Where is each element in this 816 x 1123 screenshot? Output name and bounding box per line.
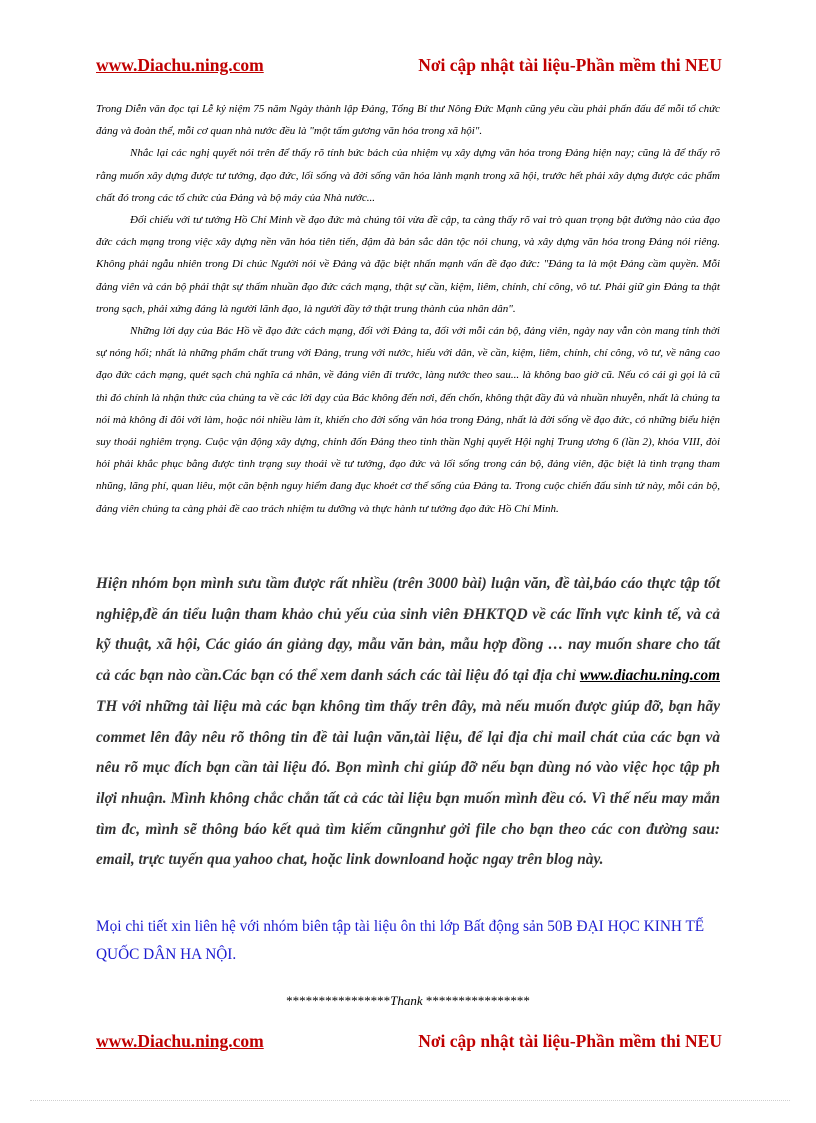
promo-paragraph <box>96 569 720 876</box>
header-tagline: Nơi cập nhật tài liệu-Phần mềm thi NEU <box>418 55 722 75</box>
thanks-line <box>0 993 816 1009</box>
header-site-link[interactable]: www.Diachu.ning.com <box>96 55 264 75</box>
footer-tagline: Nơi cập nhật tài liệu-Phần mềm thi NEU <box>418 1031 722 1051</box>
footer-site-link[interactable]: www.Diachu.ning.com <box>96 1031 264 1051</box>
paragraph-3: Đối chiếu với tư tưởng Hồ Chí Minh về đạo đức mà chúng tôi vừa đề cập, ta càng thấy rõ vai trò quan trọng bật đường nào của đạo đức cách mạng trong việc xây dựng nền văn hóa tiên tiến, đậm đà bản sắc dân tộc nói chung, và xây dựng văn hóa trong Đảng nói riêng. Không phải ngẫu nhiên trong Di chúc Người nói về Đảng và đặc biệt nhấn mạnh vấn đề đạo đức: "Đảng ta là một Đảng cầm quyền. Mỗi đảng viên và cán bộ phải thật sự thấm nhuần đạo đức cách mạng, thật sự cần, kiệm, liêm, chính, chí công, vô tư. Phải giữ gìn Đảng ta thật trong sạch, phải xứng đáng là người lãnh đạo, là người đầy tớ thật trung thành của nhân dân". <box>96 214 720 315</box>
paragraph-4: Những lời dạy của Bác Hồ về đạo đức cách mạng, đối với Đảng ta, đối với mỗi cán bộ, đảng viên, ngày nay vẫn còn mang tính thời sự nóng hổi; nhất là những phẩm chất trung với Đảng, trung với nước, hiếu với dân, về cần, kiệm, liêm, chính, chí công, vô tư, về nâng cao đạo đức cách mạng, quét sạch chủ nghĩa cá nhân, về đảng viên đi trước, làng nước theo sau... là không bao giờ cũ. Nếu có cái gì gọi là cũ thì đó chính là nhận thức của chúng ta về các lời dạy của Bác không đến nơi, đến chốn, không thật đầy đủ và nhuần nhuyễn, nhất là chúng ta nói mà không đi đôi với làm, hoặc nói nhiều làm ít, khiến cho đời sống văn hóa trong Đảng, nhất là đời sống về đạo đức, có những biểu hiện suy thoái nghiêm trọng. Cuộc vận động xây dựng, chỉnh đốn Đảng theo tinh thần Nghị quyết Hội nghị Trung ương 6 (lần 2), khóa VIII, đòi hỏi phải khắc phục bằng được tình trạng suy thoái về tư tưởng, đạo đức và lối sống trong cán bộ, đảng viên, đặc biệt là tình trạng tham nhũng, lãng phí, quan liêu, một căn bệnh nguy hiểm đang đục khoét cơ thể sống của Đảng ta. Trong cuộc chiến đấu sinh tử này, mỗi cán bộ, đảng viên chúng ta càng phải đề cao trách nhiệm tu dưỡng và thực hành tư tưởng đạo đức Hồ Chí Minh. <box>96 325 720 515</box>
article-body <box>96 98 720 520</box>
bottom-divider <box>30 1100 790 1101</box>
thanks-word: Thank <box>390 993 423 1008</box>
paragraph-2: Nhắc lại các nghị quyết nói trên để thấy rõ tính bức bách của nhiệm vụ xây dựng văn hóa trong Đảng hiện nay; cũng là để thấy rõ rằng muốn xây dựng được tư tưởng, đạo đức, lối sống và đời sống văn hóa lành mạnh trong xã hội, trước hết phải xây dựng được các phẩm chất đó trong các tổ chức của Đảng và bộ máy của Nhà nước... <box>96 147 720 204</box>
thanks-stars-right: **************** <box>422 993 530 1008</box>
promo-text-2: TH với những tài liệu mà các bạn không tìm thấy trên đây, mà nếu muốn được giúp đỡ, bạn hãy commet lên đây nêu rõ thông tin đề tài luận văn,tài liệu, để lại địa chỉ mail chát của các bạn và nêu rõ mục đích bạn cần tài liệu đó. Bọn mình chỉ giúp đỡ nếu bạn dùng nó vào việc học tập ph ilợi nhuận. Mình không chắc chắn tất cả các tài liệu bạn muốn mình đều có. Vì thế nếu may mắn tìm đc, mình sẽ thông báo kết quả tìm kiếm cũngnhư gởi file cho bạn theo các con đường sau: email, trực tuyến qua yahoo chat, hoặc link downloand hoặc ngay trên blog này. <box>96 697 720 869</box>
promo-text-1: Hiện nhóm bọn mình sưu tầm được rất nhiều (trên 3000 bài) luận văn, đề tài,báo cáo thực tập tốt nghiệp,đề án tiểu luận tham khảo chủ yếu của sinh viên ĐHKTQD về các lĩnh vực kinh tế, và cả kỹ thuật, xã hội, Các giáo án giảng dạy, mẫu văn bản, mẫu hợp đồng … nay muốn share cho tất cả các bạn nào cần.Các bạn có thể xem danh sách các tài liệu đó tại địa chỉ <box>96 575 720 685</box>
page-footer <box>96 1031 722 1055</box>
thanks-stars-left: **************** <box>286 993 391 1008</box>
paragraph-1: Trong Diễn văn đọc tại Lễ kỷ niệm 75 năm Ngày thành lập Đảng, Tổng Bí thư Nông Đức Mạnh cũng yêu cầu phải phấn đấu để mỗi tổ chức đảng và đoàn thể, mỗi cơ quan nhà nước đều là "một tấm gương văn hóa trong xã hội". <box>96 103 720 138</box>
page-header <box>96 55 722 79</box>
contact-paragraph: Mọi chi tiết xin liên hệ với nhóm biên tập tài liệu ôn thi lớp Bất động sản 50B ĐẠI HỌC KINH TẾ QUỐC DÂN HA NỘI. <box>96 918 705 963</box>
promo-link[interactable]: www.diachu.ning.com <box>579 667 720 685</box>
